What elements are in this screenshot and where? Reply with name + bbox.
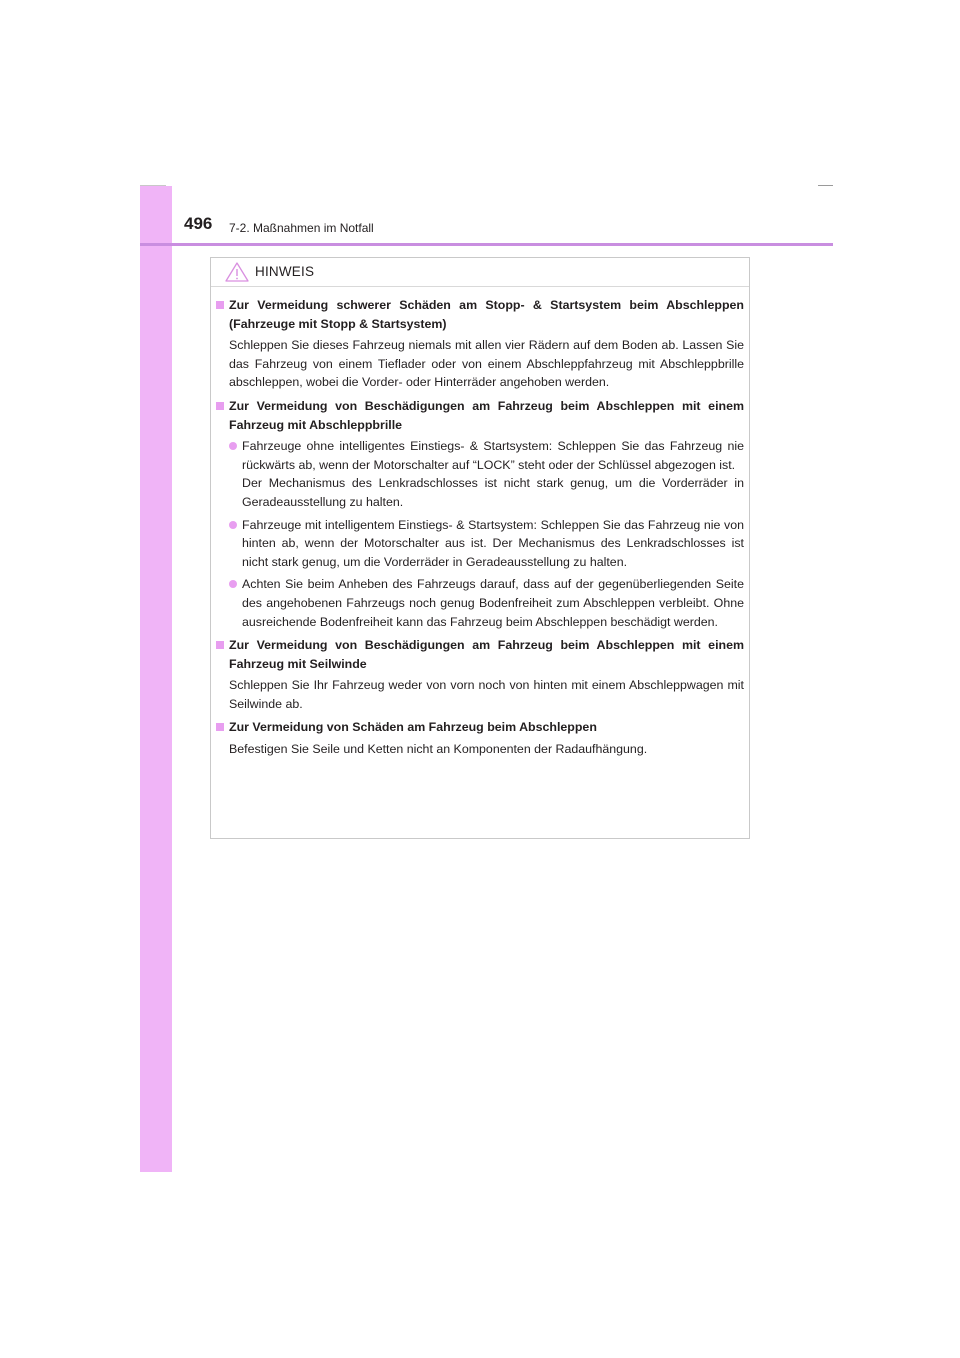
section-text: Schleppen Sie dieses Fahrzeug niemals mit allen vier Rädern auf dem Boden ab. Lassen Sie das Fahrzeug von einem Tieflader oder von einem Abschleppfahrzeug mit Abschleppbrille abschleppen, wobei die Vorder- oder Hinterräder angehoben werden. — [229, 338, 744, 390]
round-bullet-icon — [229, 437, 242, 511]
list-item — [229, 575, 744, 631]
section-heading: Zur Vermeidung von Beschädigungen am Fahrzeug beim Abschleppen mit einem Fahrzeug mit Seilwinde — [229, 638, 744, 671]
crop-mark — [818, 185, 833, 186]
notice-label: HINWEIS — [255, 264, 315, 279]
bullet-list — [216, 437, 744, 631]
notice-section — [216, 397, 744, 631]
section-text: Schleppen Sie Ihr Fahrzeug weder von vorn noch von hinten mit einem Abschleppwagen mit Seilwinde ab. — [229, 678, 744, 711]
warning-triangle-icon — [224, 261, 250, 283]
square-bullet-icon — [216, 718, 229, 731]
notice-section — [216, 296, 744, 392]
section-heading: Zur Vermeidung von Schäden am Fahrzeug beim Abschleppen — [229, 720, 597, 735]
notice-box — [210, 257, 750, 839]
square-bullet-icon — [216, 636, 229, 649]
notice-header — [211, 258, 749, 287]
bullet-text: Fahrzeuge mit intelligentem Einstiegs- & Startsystem: Schleppen Sie das Fahrzeug nie von hinten ab, wenn der Motorschalter aus ist. Der Mechanismus des Lenkradschlosses ist nicht stark genug, um die Vorderräder in Geradeausstellung zu halten. — [242, 517, 744, 569]
crop-mark — [140, 185, 166, 186]
bullet-text: Achten Sie beim Anheben des Fahrzeugs darauf, dass auf der gegenüberliegenden Seite des angehobenen Fahrzeugs noch genug Bodenfreiheit zum Abschleppen verbleibt. Ohne ausreichende Bodenfreiheit kann das Fahrzeug beim Abschleppen beschädigt werden. — [242, 577, 744, 629]
bullet-text-continued: Der Mechanismus des Lenkradschlosses ist nicht stark genug, um die Vorderräder in Geradeausstellung zu halten. — [242, 476, 744, 509]
notice-section — [216, 718, 744, 758]
section-title: 7-2. Maßnahmen im Notfall — [229, 221, 374, 235]
bullet-text: Fahrzeuge ohne intelligentes Einstiegs- & Startsystem: Schleppen Sie das Fahrzeug nie rückwärts ab, wenn der Motorschalter auf “LOCK” steht oder der Schlüssel abgezogen ist. — [242, 439, 744, 472]
section-text: Befestigen Sie Seile und Ketten nicht an Komponenten der Radaufhängung. — [229, 742, 648, 757]
section-heading: Zur Vermeidung von Beschädigungen am Fahrzeug beim Abschleppen mit einem Fahrzeug mit Abschleppbrille — [229, 398, 744, 432]
square-bullet-icon — [216, 296, 229, 309]
section-heading: Zur Vermeidung schwerer Schäden am Stopp- & Startsystem beim Abschleppen (Fahrzeuge mit Stopp & Startsystem) — [229, 298, 744, 331]
chapter-side-band — [140, 186, 172, 1172]
page-number: 496 — [184, 214, 213, 233]
round-bullet-icon — [229, 575, 242, 631]
list-item — [229, 437, 744, 511]
square-bullet-icon — [216, 397, 229, 410]
notice-body — [216, 296, 744, 764]
list-item — [229, 516, 744, 572]
round-bullet-icon — [229, 516, 242, 572]
header-rule — [140, 243, 833, 246]
notice-section — [216, 636, 744, 713]
